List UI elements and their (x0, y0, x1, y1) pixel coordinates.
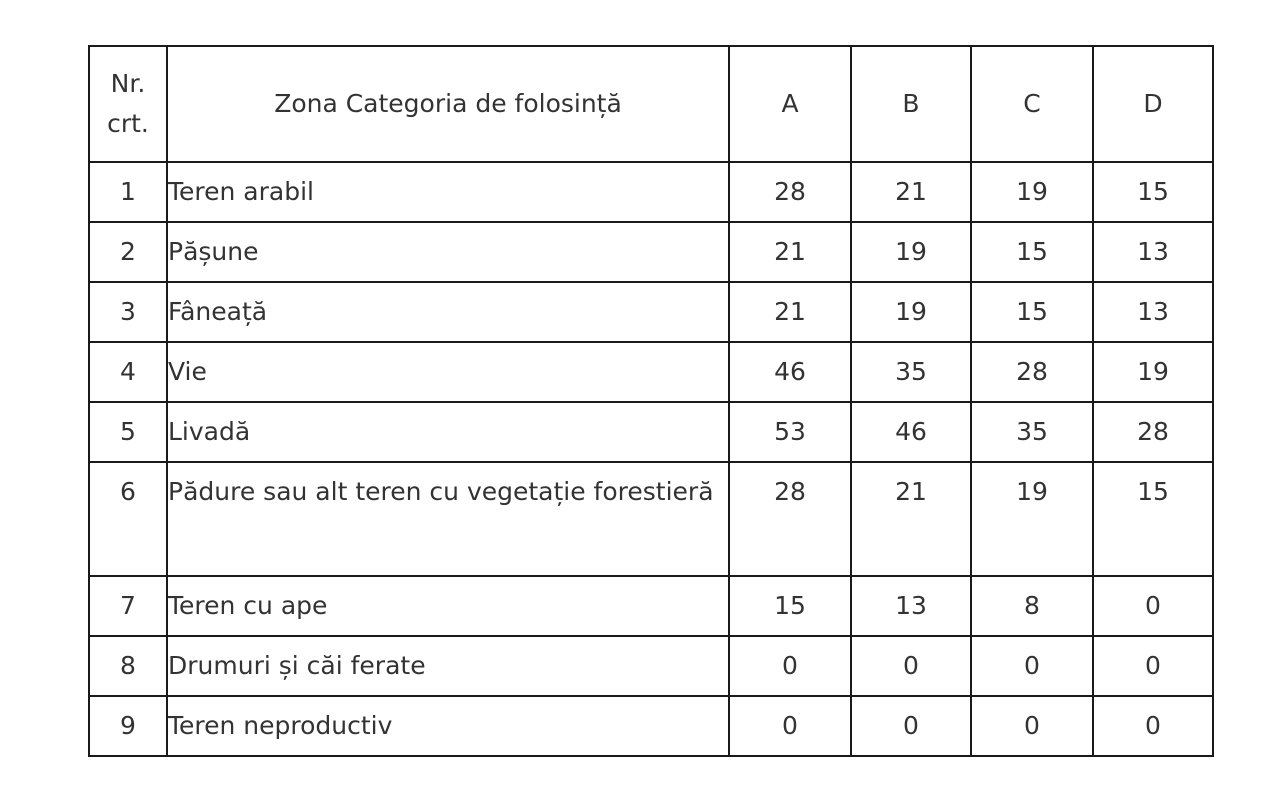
row-value-b: 21 (851, 162, 971, 222)
row-value-d: 13 (1093, 222, 1213, 282)
row-number: 8 (89, 636, 167, 696)
row-category: Teren cu ape (167, 576, 729, 636)
row-value-b: 0 (851, 636, 971, 696)
row-value-d: 19 (1093, 342, 1213, 402)
row-value-d: 0 (1093, 696, 1213, 756)
row-value-a: 53 (729, 402, 851, 462)
row-category: Vie (167, 342, 729, 402)
table-row (89, 402, 1213, 462)
row-value-a: 21 (729, 222, 851, 282)
header-nr-line1: Nr. (110, 69, 146, 98)
row-value-a: 15 (729, 576, 851, 636)
row-category: Pădure sau alt teren cu vegetație forestieră (167, 462, 729, 576)
row-value-d: 28 (1093, 402, 1213, 462)
row-value-b: 19 (851, 222, 971, 282)
row-category: Pășune (167, 222, 729, 282)
row-value-c: 19 (971, 462, 1093, 576)
header-category: Zona Categoria de folosință (167, 46, 729, 162)
header-zone-a: A (729, 46, 851, 162)
row-value-b: 46 (851, 402, 971, 462)
header-nr-crt (89, 46, 167, 162)
row-category: Teren neproductiv (167, 696, 729, 756)
table-row (89, 462, 1213, 576)
row-value-c: 28 (971, 342, 1093, 402)
row-value-a: 46 (729, 342, 851, 402)
row-value-a: 28 (729, 162, 851, 222)
row-value-c: 35 (971, 402, 1093, 462)
header-zone-c: C (971, 46, 1093, 162)
row-value-c: 19 (971, 162, 1093, 222)
row-value-d: 0 (1093, 636, 1213, 696)
row-value-a: 0 (729, 636, 851, 696)
row-value-a: 21 (729, 282, 851, 342)
table-row (89, 162, 1213, 222)
table-header-row (89, 46, 1213, 162)
row-number: 5 (89, 402, 167, 462)
row-value-b: 35 (851, 342, 971, 402)
table-row (89, 636, 1213, 696)
row-number: 9 (89, 696, 167, 756)
row-value-d: 0 (1093, 576, 1213, 636)
land-use-table (88, 45, 1214, 757)
row-category: Livadă (167, 402, 729, 462)
row-number: 1 (89, 162, 167, 222)
row-number: 2 (89, 222, 167, 282)
row-number: 7 (89, 576, 167, 636)
row-category: Fâneață (167, 282, 729, 342)
row-value-b: 21 (851, 462, 971, 576)
row-value-b: 13 (851, 576, 971, 636)
row-value-b: 0 (851, 696, 971, 756)
row-value-d: 15 (1093, 162, 1213, 222)
header-zone-d: D (1093, 46, 1213, 162)
row-category: Drumuri și căi ferate (167, 636, 729, 696)
table-row (89, 696, 1213, 756)
row-number: 4 (89, 342, 167, 402)
table-row (89, 282, 1213, 342)
row-value-c: 15 (971, 282, 1093, 342)
row-value-a: 28 (729, 462, 851, 576)
row-value-c: 15 (971, 222, 1093, 282)
row-value-c: 8 (971, 576, 1093, 636)
row-value-d: 15 (1093, 462, 1213, 576)
row-value-d: 13 (1093, 282, 1213, 342)
table-row (89, 576, 1213, 636)
row-value-c: 0 (971, 636, 1093, 696)
table-row (89, 222, 1213, 282)
row-value-c: 0 (971, 696, 1093, 756)
header-zone-b: B (851, 46, 971, 162)
row-value-a: 0 (729, 696, 851, 756)
table-row (89, 342, 1213, 402)
row-category: Teren arabil (167, 162, 729, 222)
row-number: 6 (89, 462, 167, 576)
row-number: 3 (89, 282, 167, 342)
row-value-b: 19 (851, 282, 971, 342)
header-nr-line2: crt. (107, 109, 149, 138)
